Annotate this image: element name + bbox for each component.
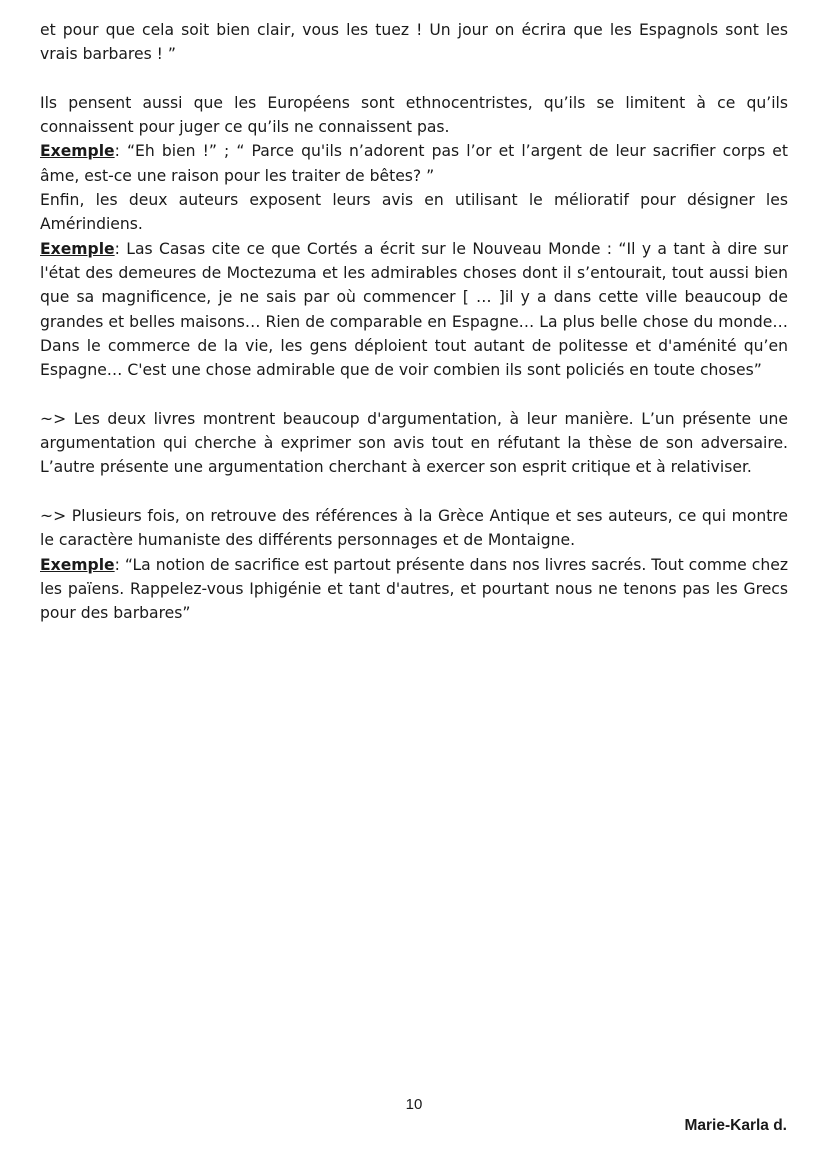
paragraph-example-1 xyxy=(40,139,788,188)
example-label: Exemple xyxy=(40,555,115,574)
paragraph-ending-quote: et pour que cela soit bien clair, vous les tuez ! Un jour on écrira que les Espagnols sont les vrais barbares ! ” xyxy=(40,21,788,64)
example-text: : Las Casas cite ce que Cortés a écrit sur le Nouveau Monde : “Il y a tant à dire sur l'état des demeures de Moctezuma et les admirables choses dont il s’entourait, tout aussi bien que sa magnificence, je ne sais par où commencer [ … ]il y a dans cette ville beaucoup de grandes et belles maisons… Rien de comparable en Espagne… La plus belle chose du monde… Dans le commerce de la vie, les gens déploient tout autant de politesse et d'aménité qu’en Espagne… C'est une chose admirable que de voir combien ils sont policiés en toute choses” xyxy=(40,239,788,380)
paragraph-argumentation: ~> Les deux livres montrent beaucoup d'argumentation, à leur manière. L’un présente une argumentation qui cherche à exprimer son avis tout en réfutant la thèse de son adversaire. L’autre présente une argumentation cherchant à exercer son esprit critique et à relativiser. xyxy=(40,409,788,477)
paragraph-gap xyxy=(40,67,788,91)
example-text: : “Eh bien !” ; “ Parce qu'ils n’adorent pas l’or et l’argent de leur sacrifier corps et âme, est-ce une raison pour les traiter de bêtes? ” xyxy=(40,142,788,185)
page-number: 10 xyxy=(405,1096,423,1113)
paragraph-melioratif: Enfin, les deux auteurs exposent leurs avis en utilisant le mélioratif pour désigner les Amérindiens. xyxy=(40,191,788,234)
author-name: Marie-Karla d. xyxy=(684,1117,787,1134)
paragraph-gap xyxy=(40,480,788,504)
paragraph-ethnocentrism: Ils pensent aussi que les Européens sont ethnocentristes, qu’ils se limitent à ce qu’ils connaissent pour juger ce qu’ils ne connaissent pas. xyxy=(40,93,788,137)
example-text: : “La notion de sacrifice est partout présente dans nos livres sacrés. Tout comme chez les païens. Rappelez-vous Iphigénie et tant d'autres, et pourtant nous ne tenons pas les Grecs pour des barbares” xyxy=(40,555,788,623)
paragraph-example-2 xyxy=(40,237,788,383)
example-label: Exemple xyxy=(40,239,115,258)
paragraph-gap xyxy=(40,382,788,406)
document-body xyxy=(40,18,788,625)
paragraph-example-3 xyxy=(40,553,788,626)
paragraph-grece-antique: ~> Plusieurs fois, on retrouve des références à la Grèce Antique et ses auteurs, ce qui montre le caractère humaniste des différents personnages et de Montaigne. xyxy=(40,506,788,550)
example-label: Exemple xyxy=(40,142,115,161)
